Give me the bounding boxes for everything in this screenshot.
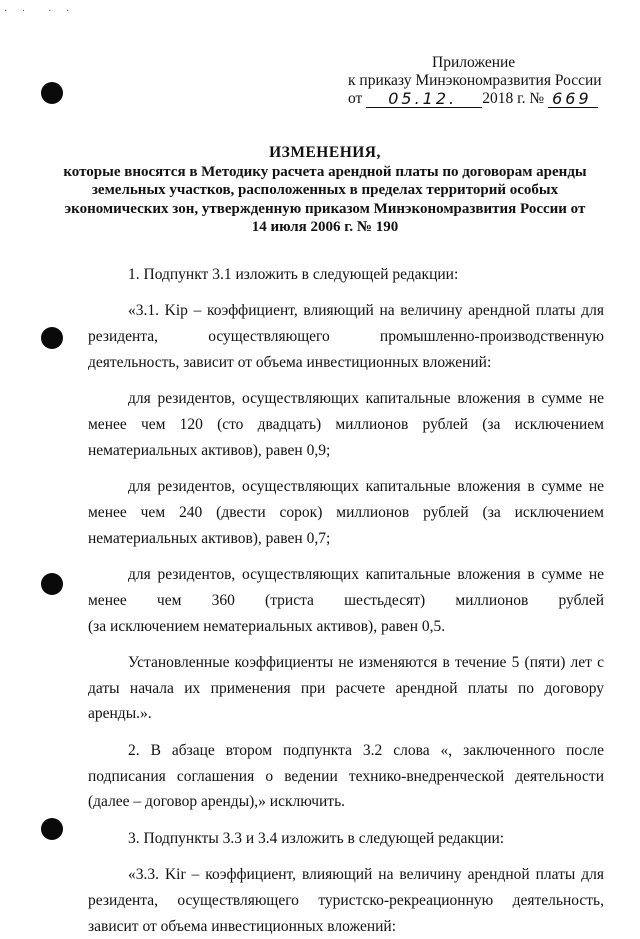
- paragraph: для резидентов, осуществляющих капитальные вложения в сумме не менее чем 240 (двести сорок) миллионов рублей (за исключением нематериальных активов), равен 0,7;: [88, 478, 604, 547]
- title-heading: ИЗМЕНЕНИЯ,: [269, 144, 381, 161]
- paragraph: 2. В абзаце втором подпункта 3.2 слова «, заключенного после подписания соглашения о ведении технико-внедренческой деятельности (далее – договор аренды),» исключить.: [88, 741, 604, 811]
- appendix-label: Приложение: [432, 54, 516, 71]
- from-label: от: [348, 90, 363, 107]
- punch-hole: [41, 82, 63, 104]
- paragraph: «3.3. Kir – коэффициент, влияющий на величину арендной платы для резидента, осуществляющего туристско-рекреационную деятельность, зависит от объема инвестиционных вложений:: [88, 865, 604, 935]
- punch-hole: [41, 573, 63, 595]
- document-title: [60, 144, 590, 237]
- paragraph: 3. Подпункты 3.3 и 3.4 изложить в следующей редакции:: [128, 829, 505, 847]
- paragraph: «3.1. Kip – коэффициент, влияющий на величину арендной платы для резидента, осуществляющего промышленно-производственную деятельность, зависит от объема инвестиционных вложений:: [88, 302, 604, 371]
- year-number-label: 2018 г. №: [482, 90, 545, 107]
- paragraph: для резидентов, осуществляющих капитальные вложения в сумме не менее чем 360 (триста шестьдесят) миллионов рублей: [88, 565, 604, 609]
- handwritten-number: 669: [552, 89, 592, 108]
- paragraph: Установленные коэффициенты не изменяются в течение 5 (пяти) лет с даты начала их применения при расчете арендной платы по договору аренды.».: [88, 653, 604, 723]
- handwritten-date: 05.12.: [388, 89, 458, 108]
- title-subtitle: которые вносятся в Методику расчета арендной платы по договорам аренды земельных участков, расположенных в пределах территорий особых экономических зон, утвержденную приказом Минэкономразвития России от 14 июля 2006 г. № 190: [63, 163, 587, 235]
- punch-hole: [41, 818, 63, 840]
- paragraph: 1. Подпункт 3.1 изложить в следующей редакции:: [128, 266, 459, 283]
- document-body: [88, 262, 604, 939]
- order-date-number: [340, 90, 602, 108]
- punch-hole: [41, 327, 63, 349]
- appendix-header: [340, 54, 602, 108]
- order-reference: к приказу Минэкономразвития России: [348, 72, 602, 89]
- paragraph: для резидентов, осуществляющих капитальные вложения в сумме не менее чем 120 (сто двадцать) миллионов рублей (за исключением нематериальных активов), равен 0,9;: [88, 390, 604, 459]
- date-underline: [366, 91, 482, 108]
- paragraph-continuation: (за исключением нематериальных активов), равен 0,5.: [88, 617, 446, 635]
- scan-specks: · · · ·: [4, 6, 76, 17]
- number-underline: [548, 91, 598, 108]
